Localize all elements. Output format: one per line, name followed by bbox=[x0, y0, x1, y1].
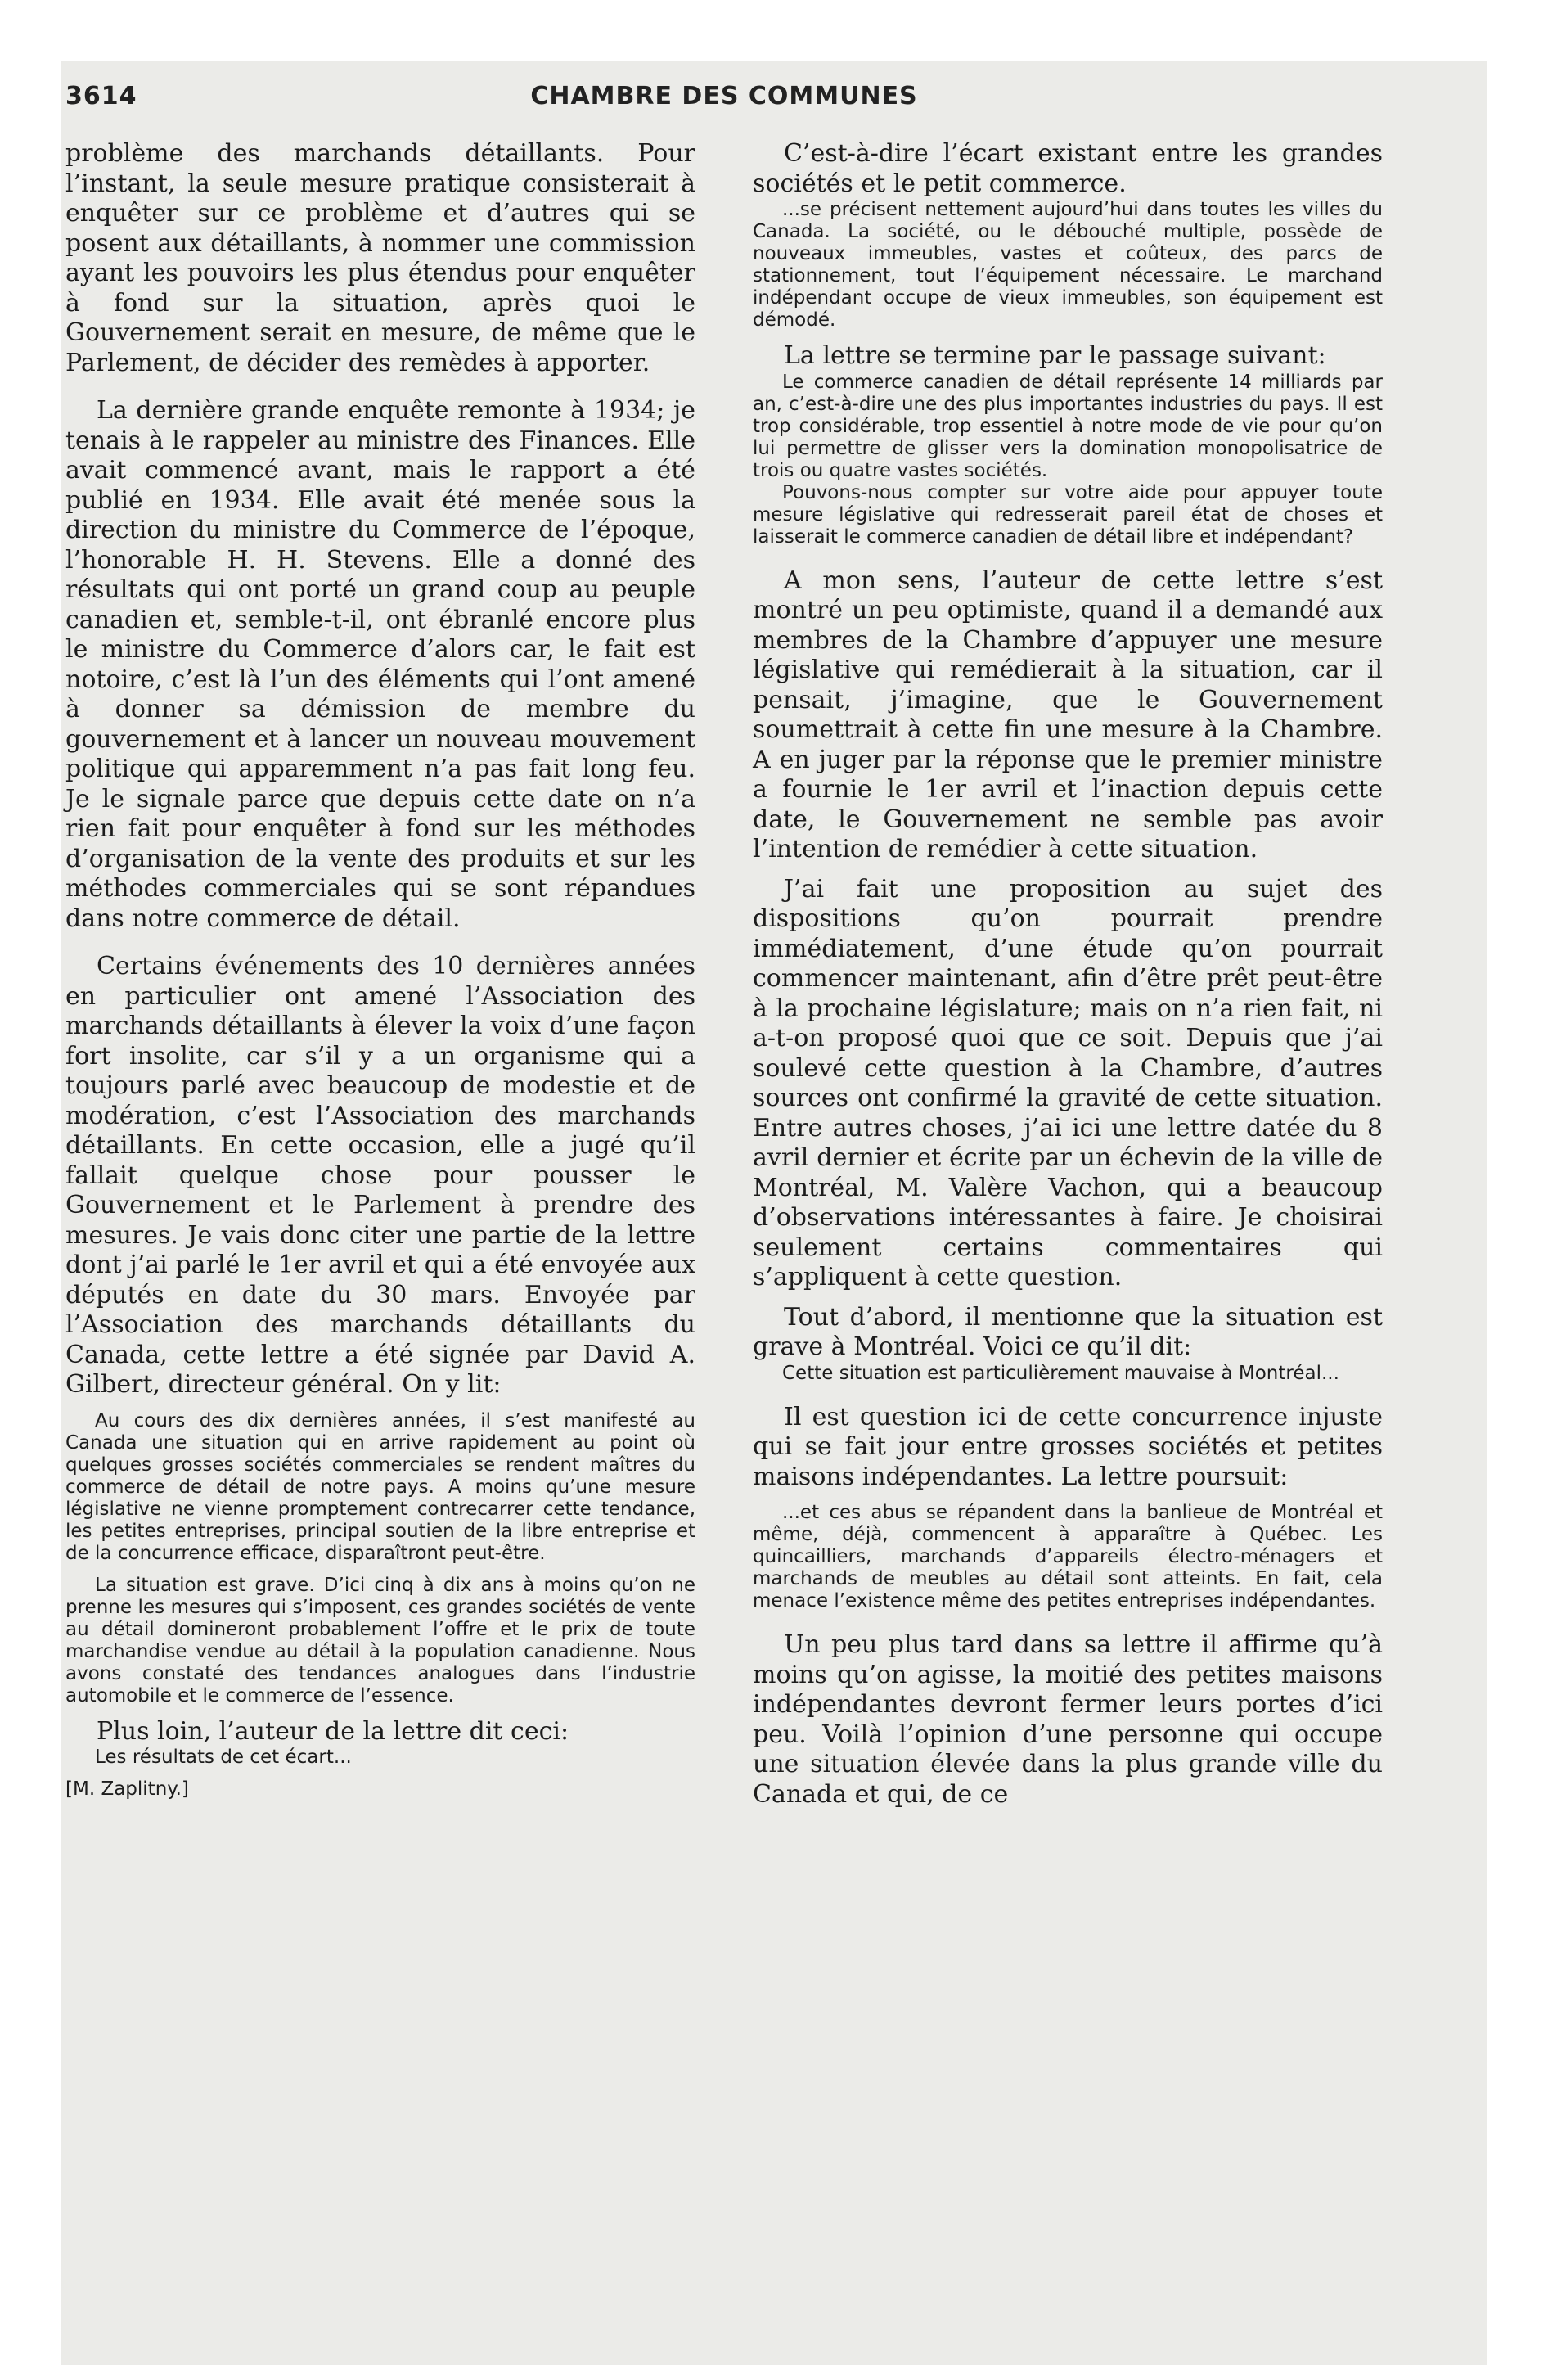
paragraph: Tout d’abord, il mentionne que la situation est grave à Montréal. Voici ce qu’il dit: bbox=[753, 1302, 1383, 1361]
quoted-passage: Cette situation est particulièrement mauvaise à Montréal... bbox=[782, 1362, 1339, 1384]
quoted-passage: Le commerce canadien de détail représente 14 milliards par an, c’est-à-dire une des plus importantes industries du pays. Il est trop considérable, trop essentiel à notre mode de vie pour qu’on lui permettre de glisser vers la domination monopolisatrice de trois ou quatre vastes sociétés. bbox=[753, 371, 1383, 481]
speaker-attribution: [M. Zaplitny.] bbox=[65, 1778, 189, 1800]
paragraph: La dernière grande enquête remonte à 1934; je tenais à le rappeler au ministre des Finances. Elle avait commencé avant, mais le rapport a été publié en 1934. Elle avait été menée sous la direction du ministre du Commerce de l’époque, l’honorable H. H. Stevens. Elle a donné des résultats qui ont porté un grand coup au peuple canadien et, semble-t-il, ont ébranlé encore plus le ministre du Commerce d’alors car, le fait est notoire, c’est là l’un des éléments qui l’ont amené à donner sa démission de membre du gouvernement et à lancer un nouveau mouvement politique qui apparemment n’a pas fait long feu. Je le signale parce que depuis cette date on n’a rien fait pour enquêter à fond sur les méthodes d’organisation de la vente des produits et sur les méthodes commerciales qui se sont répandues dans notre commerce de détail. bbox=[65, 396, 695, 933]
quoted-passage: La situation est grave. D’ici cinq à dix ans à moins qu’on ne prenne les mesures qui s’imposent, ces grandes sociétés de vente au détail domineront probablement l’offre et le prix de toute marchandise vendue au détail à la population canadienne. Nous avons constaté des tendances analogues dans l’industrie automobile et le commerce de l’essence. bbox=[65, 1574, 695, 1706]
right-column bbox=[753, 139, 1383, 1810]
paragraph: C’est-à-dire l’écart existant entre les grandes sociétés et le petit commerce. bbox=[753, 139, 1383, 198]
quoted-passage: Au cours des dix dernières années, il s’est manifesté au Canada une situation qui en arrive rapidement au point où quelques grosses sociétés commerciales se rendent maîtres du commerce de détail de notre pays. A moins qu’une mesure législative ne vienne promptement contrecarrer cette tendance, les petites entreprises, principal soutien de la libre entreprise et de la concurrence efficace, disparaîtront peut-être. bbox=[65, 1409, 695, 1564]
paragraph: J’ai fait une proposition au sujet des dispositions qu’on pourrait prendre immédiatement, d’une étude qu’on pourrait commencer maintenant, afin d’être prêt peut-être à la prochaine législature; mais on n’a rien fait, ni a-t-on proposé quoi que ce soit. Depuis que j’ai soulevé cette question à la Chambre, d’autres sources ont confirmé la gravité de cette situation. Entre autres choses, j’ai ici une lettre datée du 8 avril dernier et écrite par un échevin de la ville de Montréal, M. Valère Vachon, qui a beaucoup d’observations intéressantes à faire. Je choisirai seulement certains commentaires qui s’appliquent à cette question. bbox=[753, 874, 1383, 1291]
quoted-passage: Les résultats de cet écart... bbox=[95, 1747, 352, 1768]
paragraph: Un peu plus tard dans sa lettre il affirme qu’à moins qu’on agisse, la moitié des petites maisons indépendantes devront fermer leurs portes d’ici peu. Voilà l’opinion d’une personne qui occupe une situation élevée dans la plus grande ville du Canada et qui, de ce bbox=[753, 1630, 1383, 1809]
left-column bbox=[65, 139, 695, 1801]
paragraph: A mon sens, l’auteur de cette lettre s’est montré un peu optimiste, quand il a demandé aux membres de la Chambre d’appuyer une mesure législative qui remédierait à la situation, car il pensait, j’imagine, que le Gouvernement soumettrait à cette fin une mesure à la Chambre. A en juger par la réponse que le premier ministre a fournie le 1er avril et l’inaction depuis cette date, le Gouvernement ne semble pas avoir l’intention de remédier à cette situation. bbox=[753, 566, 1383, 863]
quoted-passage: ...et ces abus se répandent dans la banlieue de Montréal et même, déjà, commencent à apparaître à Québec. Les quincailliers, marchands d’appareils électro-ménagers et marchands de meubles au détail sont atteints. En fait, cela menace l’existence même des petites entreprises indépendantes. bbox=[753, 1502, 1383, 1611]
page-number: 3614 bbox=[65, 82, 137, 110]
page-header bbox=[65, 82, 1383, 123]
quoted-passage: ...se précisent nettement aujourd’hui dans toutes les villes du Canada. La société, ou le débouché multiple, possède de nouveaux immeubles, vastes et coûteux, des parcs de stationnement, tout l’équipement nécessaire. Le marchand indépendant occupe de vieux immeubles, son équipement est démodé. bbox=[753, 199, 1383, 331]
quoted-passage: Pouvons-nous compter sur votre aide pour appuyer toute mesure législative qui redresserait pareil état de choses et laisserait le commerce canadien de détail libre et indépendant? bbox=[753, 481, 1383, 548]
paragraph: Il est question ici de cette concurrence injuste qui se fait jour entre grosses sociétés et petites maisons indépendantes. La lettre poursuit: bbox=[753, 1402, 1383, 1491]
paragraph: Certains événements des 10 dernières années en particulier ont amené l’Association des marchands détaillants à élever la voix d’une façon fort insolite, car s’il y a un organisme qui a toujours parlé avec beaucoup de modestie et de modération, c’est l’Association des marchands détaillants. En cette occasion, elle a jugé qu’il fallait quelque chose pour pousser le Gouvernement et le Parlement à prendre des mesures. Je vais donc citer une partie de la lettre dont j’ai parlé le 1er avril et qui a été envoyée aux députés en date du 30 mars. Envoyée par l’Association des marchands détaillants du Canada, cette lettre a été signée par David A. Gilbert, directeur général. On y lit: bbox=[65, 952, 695, 1399]
paragraph: Plus loin, l’auteur de la lettre dit ceci: bbox=[97, 1716, 569, 1746]
paragraph: La lettre se termine par le passage suivant: bbox=[784, 341, 1326, 370]
page-title: CHAMBRE DES COMMUNES bbox=[530, 82, 918, 110]
paragraph: problème des marchands détaillants. Pour l’instant, la seule mesure pratique consisterait à enquêter sur ce problème et d’autres qui se posent aux détaillants, à nommer une commission ayant les pouvoirs les plus étendus pour enquêter à fond sur la situation, après quoi le Gouvernement serait en mesure, de même que le Parlement, de décider des remèdes à apporter. bbox=[65, 139, 695, 377]
